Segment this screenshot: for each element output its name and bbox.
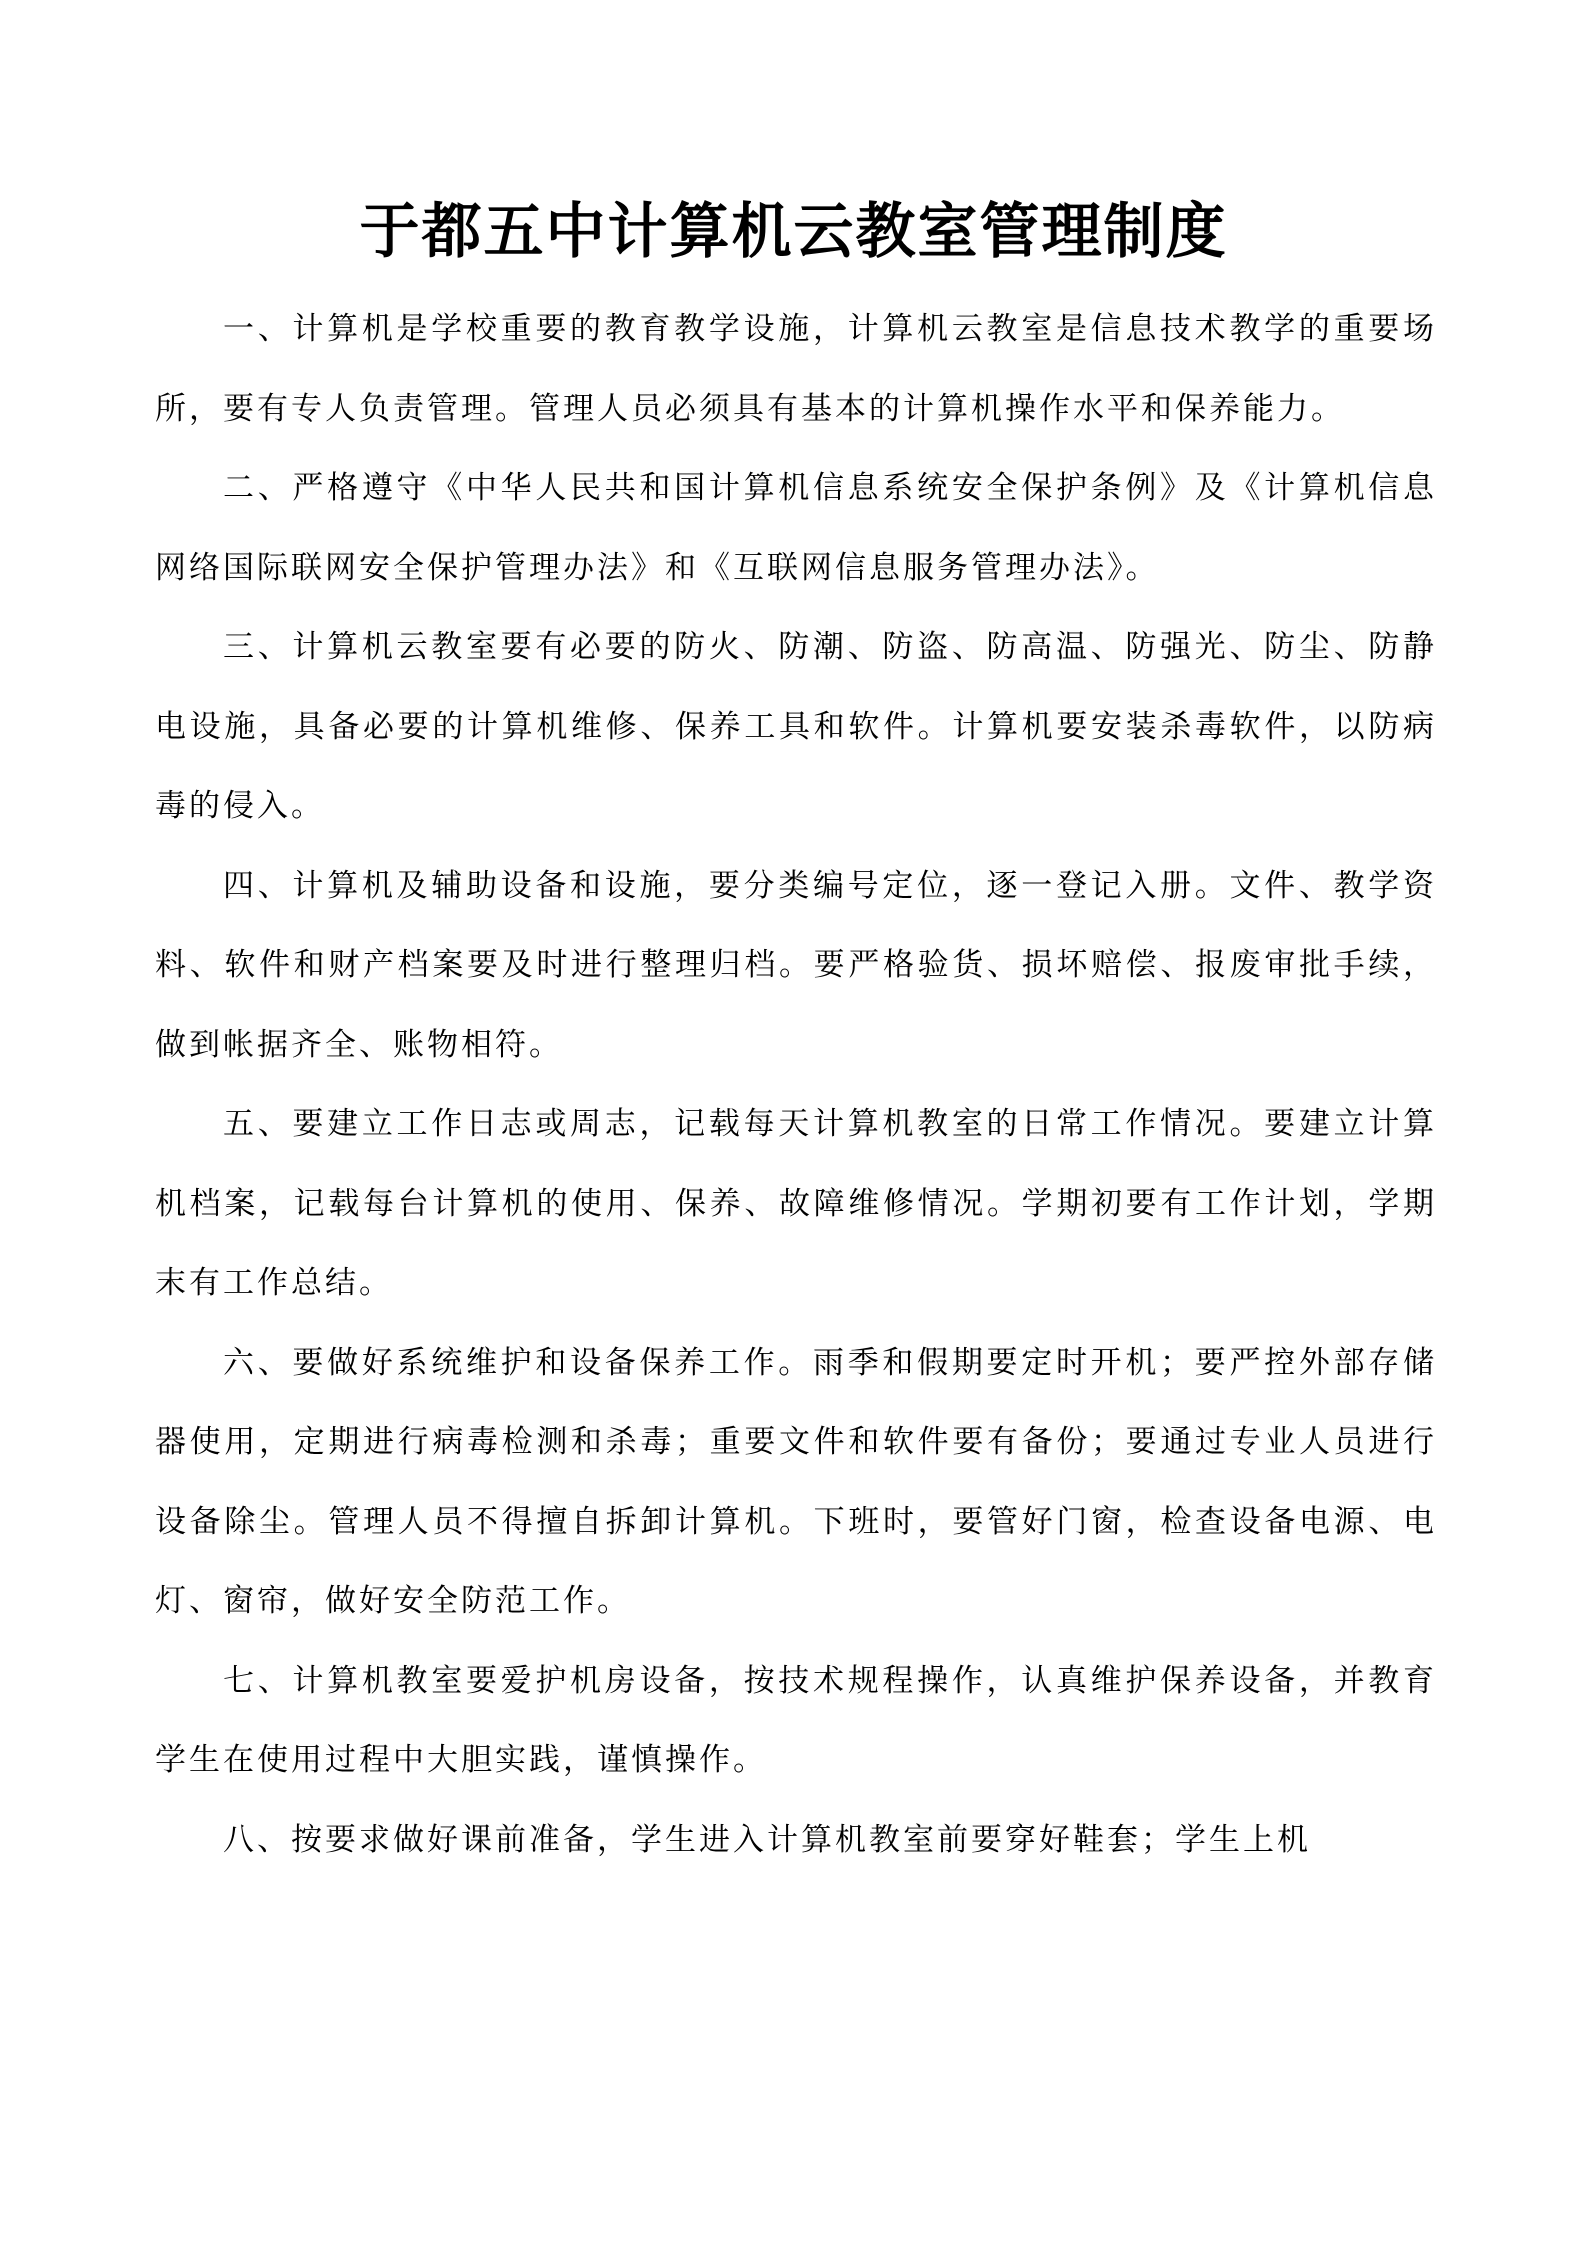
paragraph-7: 七、计算机教室要爱护机房设备，按技术规程操作，认真维护保养设备，并教育学生在使用过程中大胆实践，谨慎操作。 (155, 1662, 1437, 1778)
paragraph-8: 八、按要求做好课前准备，学生进入计算机教室前要穿好鞋套；学生上机 (223, 1821, 1311, 1858)
paragraph-2: 二、严格遵守《中华人民共和国计算机信息系统安全保护条例》及《计算机信息网络国际联网安全保护管理办法》和《互联网信息服务管理办法》。 (155, 470, 1437, 586)
paragraph-6: 六、要做好系统维护和设备保养工作。雨季和假期要定时开机；要严控外部存储器使用，定期进行病毒检测和杀毒；重要文件和软件要有备份；要通过专业人员进行设备除尘。管理人员不得擅自拆卸计算机。下班时，要管好门窗，检查设备电源、电灯、窗帘，做好安全防范工作。 (155, 1344, 1437, 1619)
document-title: 于都五中计算机云教室管理制度 (359, 197, 1228, 267)
paragraph-3: 三、计算机云教室要有必要的防火、防潮、防盗、防高温、防强光、防尘、防静电设施，具备必要的计算机维修、保养工具和软件。计算机要安装杀毒软件，以防病毒的侵入。 (155, 629, 1437, 824)
paragraph-5: 五、要建立工作日志或周志，记载每天计算机教室的日常工作情况。要建立计算机档案，记载每台计算机的使用、保养、故障维修情况。学期初要有工作计划，学期末有工作总结。 (155, 1106, 1437, 1301)
paragraph-1: 一、计算机是学校重要的教育教学设施，计算机云教室是信息技术教学的重要场所，要有专人负责管理。管理人员必须具有基本的计算机操作水平和保养能力。 (155, 311, 1437, 427)
paragraph-4: 四、计算机及辅助设备和设施，要分类编号定位，逐一登记入册。文件、教学资料、软件和财产档案要及时进行整理归档。要严格验货、损坏赔偿、报废审批手续，做到帐据齐全、账物相符。 (155, 867, 1437, 1063)
document-body (155, 290, 1437, 1880)
